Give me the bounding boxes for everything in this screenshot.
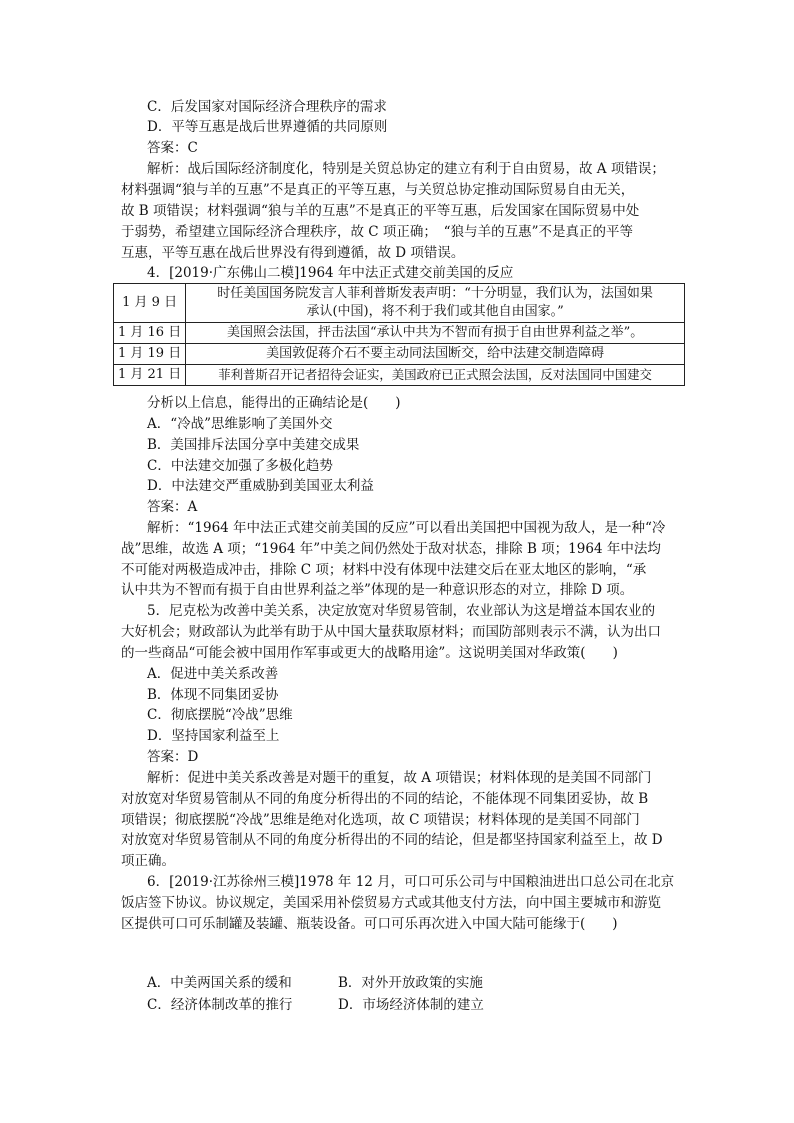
- option-b: B．对外开放政策的实施: [338, 975, 483, 991]
- table-row: [114, 284, 685, 323]
- option-b: B．美国排斥法国分享中美建交成果: [147, 437, 360, 453]
- analysis-q3-line: 于弱势，希望建立国际经济合理秩序，故 C 项正确； “狼与羊的互惠”不是真正的平等: [121, 224, 633, 240]
- analysis-q3-line: 解析：战后国际经济制度化，特别是关贸总协定的建立有利于自由贸易，故 A 项错误；: [147, 161, 665, 177]
- table-date-cell: 1 月 19 日: [114, 344, 186, 365]
- option-a: A．促进中美关系改善: [147, 666, 279, 682]
- analysis-q4-line: 认中共为不智而有损于自由世界利益之举”体现的是一种意识形态的对立，排除 D 项。: [121, 582, 634, 598]
- analysis-q3-line: 故 B 项错误；材料强调“狼与羊的互惠”不是真正的平等互惠，后发国家在国际贸易中处: [121, 203, 640, 219]
- question-5-stem: 的一些商品“可能会被中国用作军事或更大的战略用途”。这说明美国对华政策( ): [121, 645, 618, 661]
- table-date-cell: 1 月 16 日: [114, 323, 186, 344]
- table-text-line: 时任美国国务院发言人菲利普斯发表声明：“十分明显，我们认为，法国如果: [217, 286, 653, 301]
- analysis-q4-line: 解析：“1964 年中法正式建交前美国的反应”可以看出美国把中国视为敌人，是一种“冷: [147, 520, 666, 536]
- option-b: B．体现不同集团妥协: [147, 687, 279, 703]
- table-text-cell: 美国照会法国，抨击法国“承认中共为不智而有损于自由世界利益之举”。: [186, 323, 685, 344]
- question-6-stem: 饭店签下协议。协议规定，美国采用补偿贸易方式或其他支付方法，向中国主要城市和游览: [121, 895, 661, 911]
- table-row: [114, 344, 685, 365]
- option-c: C．经济体制改革的推行: [147, 997, 293, 1013]
- option-d: D．市场经济体制的建立: [338, 997, 484, 1013]
- option-a: A．中美两国关系的缓和: [147, 975, 292, 991]
- question-4-stem: 4．[2019·广东佛山二模]1964 年中法正式建交前美国的反应: [147, 265, 514, 281]
- question-6-stem: 6．[2019·江苏徐州三模]1978 年 12 月，可口可乐公司与中国粮油进出口总公司在北京: [147, 874, 675, 890]
- option-c: C．彻底摆脱“冷战”思维: [147, 707, 293, 723]
- analysis-q4-line: 战”思维，故选 A 项；“1964 年”中美之间仍然处于敌对状态，排除 B 项；1964 年中法均: [121, 541, 661, 557]
- question-5-stem: 5．尼克松为改善中美关系，决定放宽对华贸易管制，农业部认为这是增益本国农业的: [147, 603, 656, 619]
- table-date-cell: 1 月 9 日: [114, 284, 186, 323]
- analysis-q5-line: 项正确。: [121, 853, 175, 869]
- option-c: C．后发国家对国际经济合理秩序的需求: [147, 99, 387, 115]
- table-row: [114, 323, 685, 344]
- option-a: A．“冷战”思维影响了美国外交: [147, 416, 333, 432]
- question-6-stem: 区提供可口可乐制罐及装罐、瓶装设备。可口可乐再次进入中国大陆可能缘于( ): [121, 916, 618, 932]
- answer-q5: 答案：D: [147, 749, 199, 765]
- analysis-q5-line: 对放宽对华贸易管制从不同的角度分析得出的不同的结论，不能体现不同集团妥协，故 B: [121, 791, 649, 807]
- analysis-q3-line: 材料强调“狼与羊的互惠”不是真正的平等互惠，与关贸总协定推动国际贸易自由无关，: [121, 182, 635, 198]
- analysis-q4-line: 不可能对两极造成冲击，排除 C 项；材料中没有体现中法建交后在亚太地区的影响，“承: [121, 562, 647, 578]
- table-text-line: 承认(中国)，将不利于我们或其他自由国家。”: [306, 304, 564, 319]
- table-date-cell: 1 月 21 日: [114, 365, 186, 386]
- table-text-cell: 美国敦促蒋介石不要主动同法国断交，给中法建交制造障碍: [186, 344, 685, 365]
- question-4-prompt: 分析以上信息，能得出的正确结论是( ): [147, 395, 401, 411]
- question-5-stem: 大好机会；财政部认为此举有助于从中国大量获取原材料；而国防部则表示不满，认为出口: [121, 624, 661, 640]
- analysis-q5-line: 解析：促进中美关系改善是对题干的重复，故 A 项错误；材料体现的是美国不同部门: [147, 770, 652, 786]
- table-text-cell: 菲利普斯召开记者招待会证实，美国政府已正式照会法国，反对法国同中国建交: [186, 365, 685, 386]
- analysis-q5-line: 对放宽对华贸易管制从不同的角度分析得出的不同的结论，但是都坚持国家利益至上，故 D: [121, 832, 663, 848]
- option-c: C．中法建交加强了多极化趋势: [147, 458, 333, 474]
- table-text-cell: [186, 284, 685, 323]
- answer-q3: 答案：C: [147, 140, 198, 156]
- q4-table: [113, 283, 685, 386]
- table-row: [114, 365, 685, 386]
- answer-q4: 答案：A: [147, 499, 198, 515]
- analysis-q5-line: 项错误；彻底摆脱“冷战”思维是绝对化选项，故 C 项错误；材料体现的是美国不同部门: [121, 812, 640, 828]
- option-d: D．中法建交严重威胁到美国亚太利益: [147, 478, 374, 494]
- option-d: D．坚持国家利益至上: [147, 728, 280, 744]
- analysis-q3-line: 互惠，平等互惠在战后世界没有得到遵循，故 D 项错误。: [121, 245, 465, 261]
- option-d: D．平等互惠是战后世界遵循的共同原则: [147, 119, 388, 135]
